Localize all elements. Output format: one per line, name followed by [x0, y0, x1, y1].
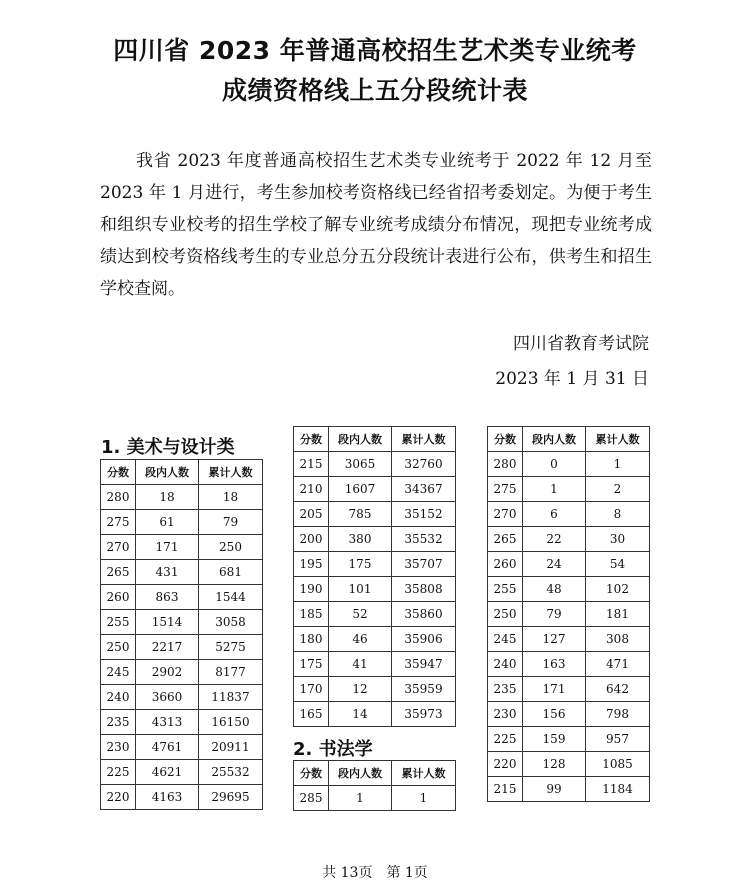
cell-segment-count: 14 [329, 702, 392, 727]
cell-score: 185 [294, 602, 329, 627]
header-segment-count: 段内人数 [136, 460, 199, 485]
cell-cumulative-count: 471 [586, 652, 650, 677]
cell-cumulative-count: 35532 [392, 527, 456, 552]
table-row [294, 502, 456, 527]
issue-date: 2023 年 1 月 31 日 [495, 369, 649, 389]
table-row [488, 702, 650, 727]
header-segment-count: 段内人数 [329, 761, 392, 786]
cell-cumulative-count: 35707 [392, 552, 456, 577]
table-row [101, 485, 263, 510]
cell-score: 235 [488, 677, 523, 702]
cell-cumulative-count: 35860 [392, 602, 456, 627]
header-segment-count: 段内人数 [329, 427, 392, 452]
cell-segment-count: 24 [523, 552, 586, 577]
table-row [294, 577, 456, 602]
cell-segment-count: 99 [523, 777, 586, 802]
cell-segment-count: 52 [329, 602, 392, 627]
cell-score: 235 [101, 710, 136, 735]
cell-segment-count: 12 [329, 677, 392, 702]
cell-cumulative-count: 250 [199, 535, 263, 560]
header-score: 分数 [101, 460, 136, 485]
table-row [294, 452, 456, 477]
header-score: 分数 [488, 427, 523, 452]
cell-score: 190 [294, 577, 329, 602]
table-row [101, 685, 263, 710]
cell-score: 195 [294, 552, 329, 577]
table-row [101, 710, 263, 735]
cell-cumulative-count: 798 [586, 702, 650, 727]
table-row [488, 627, 650, 652]
cell-segment-count: 2217 [136, 635, 199, 660]
cell-score: 180 [294, 627, 329, 652]
table-row [294, 786, 456, 811]
cell-score: 225 [488, 727, 523, 752]
table-row [101, 610, 263, 635]
cell-score: 230 [101, 735, 136, 760]
table-row [488, 502, 650, 527]
cell-cumulative-count: 32760 [392, 452, 456, 477]
cell-segment-count: 863 [136, 585, 199, 610]
cell-score: 170 [294, 677, 329, 702]
cell-cumulative-count: 11837 [199, 685, 263, 710]
table-row [101, 760, 263, 785]
cell-score: 200 [294, 527, 329, 552]
cell-segment-count: 61 [136, 510, 199, 535]
cell-cumulative-count: 957 [586, 727, 650, 752]
cell-segment-count: 0 [523, 452, 586, 477]
cell-score: 260 [488, 552, 523, 577]
table-row [294, 527, 456, 552]
cell-score: 220 [101, 785, 136, 810]
cell-score: 250 [101, 635, 136, 660]
cell-score: 255 [101, 610, 136, 635]
cell-cumulative-count: 35808 [392, 577, 456, 602]
cell-score: 280 [488, 452, 523, 477]
table-row [488, 727, 650, 752]
cell-segment-count: 1514 [136, 610, 199, 635]
score-table-art-design [100, 459, 263, 810]
cell-cumulative-count: 642 [586, 677, 650, 702]
cell-cumulative-count: 29695 [199, 785, 263, 810]
table-header-row [101, 460, 263, 485]
table-row [101, 735, 263, 760]
cell-cumulative-count: 1 [392, 786, 456, 811]
cell-cumulative-count: 20911 [199, 735, 263, 760]
cell-cumulative-count: 8 [586, 502, 650, 527]
page-footer: 共 13页 第 1页 [322, 865, 428, 881]
cell-segment-count: 6 [523, 502, 586, 527]
table-row [294, 477, 456, 502]
cell-segment-count: 128 [523, 752, 586, 777]
cell-segment-count: 171 [523, 677, 586, 702]
header-cumulative-count: 累计人数 [199, 460, 263, 485]
table-row [488, 577, 650, 602]
header-segment-count: 段内人数 [523, 427, 586, 452]
table-header-row [294, 427, 456, 452]
table-row [488, 477, 650, 502]
cell-score: 240 [101, 685, 136, 710]
cell-score: 265 [101, 560, 136, 585]
cell-segment-count: 1 [329, 786, 392, 811]
score-table-art-design-continued [293, 426, 456, 727]
cell-score: 175 [294, 652, 329, 677]
cell-segment-count: 46 [329, 627, 392, 652]
cell-cumulative-count: 1184 [586, 777, 650, 802]
cell-cumulative-count: 30 [586, 527, 650, 552]
cell-score: 260 [101, 585, 136, 610]
cell-score: 270 [488, 502, 523, 527]
cell-score: 280 [101, 485, 136, 510]
table-row [294, 602, 456, 627]
cell-segment-count: 163 [523, 652, 586, 677]
cell-score: 255 [488, 577, 523, 602]
table-row [294, 627, 456, 652]
cell-score: 210 [294, 477, 329, 502]
cell-cumulative-count: 35973 [392, 702, 456, 727]
cell-score: 215 [488, 777, 523, 802]
cell-score: 270 [101, 535, 136, 560]
cell-score: 265 [488, 527, 523, 552]
table-header-row [488, 427, 650, 452]
table-row [294, 677, 456, 702]
cell-cumulative-count: 35152 [392, 502, 456, 527]
cell-segment-count: 156 [523, 702, 586, 727]
cell-segment-count: 41 [329, 652, 392, 677]
cell-segment-count: 101 [329, 577, 392, 602]
cell-segment-count: 4163 [136, 785, 199, 810]
header-cumulative-count: 累计人数 [392, 427, 456, 452]
table-header-row [294, 761, 456, 786]
table-row [101, 585, 263, 610]
table-row [488, 777, 650, 802]
cell-segment-count: 380 [329, 527, 392, 552]
cell-score: 165 [294, 702, 329, 727]
document-title-line1: 四川省 2023 年普通高校招生艺术类专业统考 [113, 36, 637, 65]
cell-score: 220 [488, 752, 523, 777]
cell-cumulative-count: 35959 [392, 677, 456, 702]
table-row [101, 510, 263, 535]
cell-segment-count: 3660 [136, 685, 199, 710]
cell-segment-count: 1607 [329, 477, 392, 502]
cell-cumulative-count: 102 [586, 577, 650, 602]
table-row [294, 702, 456, 727]
cell-cumulative-count: 681 [199, 560, 263, 585]
cell-segment-count: 2902 [136, 660, 199, 685]
table-row [488, 752, 650, 777]
cell-cumulative-count: 79 [199, 510, 263, 535]
cell-segment-count: 3065 [329, 452, 392, 477]
section-title-art-design: 1. 美术与设计类 [101, 437, 235, 458]
table-row [101, 535, 263, 560]
intro-paragraph: 我省 2023 年度普通高校招生艺术类专业统考于 2022 年 12 月至 2023 年 1 月进行，考生参加校考资格线已经省招考委划定。为便于考生和组织专业校考的招生学校了解专业统考成绩分布情况，现把专业统考成绩达到校考资格线考生的专业总分五分段统计表进行公布，供考生和招生学校查阅。 [100, 151, 652, 299]
cell-cumulative-count: 34367 [392, 477, 456, 502]
table-row [488, 552, 650, 577]
cell-segment-count: 4313 [136, 710, 199, 735]
cell-score: 225 [101, 760, 136, 785]
header-cumulative-count: 累计人数 [586, 427, 650, 452]
cell-cumulative-count: 5275 [199, 635, 263, 660]
table-row [101, 660, 263, 685]
cell-segment-count: 159 [523, 727, 586, 752]
cell-score: 215 [294, 452, 329, 477]
cell-score: 245 [101, 660, 136, 685]
table-row [488, 677, 650, 702]
cell-cumulative-count: 8177 [199, 660, 263, 685]
cell-segment-count: 4761 [136, 735, 199, 760]
cell-segment-count: 127 [523, 627, 586, 652]
table-row [294, 552, 456, 577]
cell-cumulative-count: 1 [586, 452, 650, 477]
cell-segment-count: 18 [136, 485, 199, 510]
cell-score: 275 [101, 510, 136, 535]
document-title-line2: 成绩资格线上五分段统计表 [221, 76, 528, 105]
cell-cumulative-count: 1544 [199, 585, 263, 610]
header-score: 分数 [294, 761, 329, 786]
table-row [101, 635, 263, 660]
cell-cumulative-count: 18 [199, 485, 263, 510]
cell-segment-count: 48 [523, 577, 586, 602]
table-row [294, 652, 456, 677]
cell-segment-count: 175 [329, 552, 392, 577]
cell-cumulative-count: 25532 [199, 760, 263, 785]
cell-segment-count: 4621 [136, 760, 199, 785]
cell-cumulative-count: 3058 [199, 610, 263, 635]
cell-score: 205 [294, 502, 329, 527]
cell-segment-count: 1 [523, 477, 586, 502]
cell-cumulative-count: 181 [586, 602, 650, 627]
cell-cumulative-count: 35947 [392, 652, 456, 677]
cell-segment-count: 431 [136, 560, 199, 585]
table-row [488, 652, 650, 677]
cell-segment-count: 171 [136, 535, 199, 560]
header-cumulative-count: 累计人数 [392, 761, 456, 786]
cell-cumulative-count: 16150 [199, 710, 263, 735]
cell-score: 275 [488, 477, 523, 502]
table-row [488, 452, 650, 477]
cell-cumulative-count: 2 [586, 477, 650, 502]
score-table-calligraphy [293, 760, 456, 811]
cell-cumulative-count: 35906 [392, 627, 456, 652]
cell-cumulative-count: 1085 [586, 752, 650, 777]
score-table-calligraphy-continued [487, 426, 650, 802]
cell-segment-count: 785 [329, 502, 392, 527]
cell-score: 250 [488, 602, 523, 627]
issuer-name: 四川省教育考试院 [513, 334, 649, 354]
table-row [488, 602, 650, 627]
cell-score: 230 [488, 702, 523, 727]
cell-score: 240 [488, 652, 523, 677]
cell-score: 285 [294, 786, 329, 811]
table-row [488, 527, 650, 552]
cell-score: 245 [488, 627, 523, 652]
cell-segment-count: 79 [523, 602, 586, 627]
cell-segment-count: 22 [523, 527, 586, 552]
table-row [101, 785, 263, 810]
header-score: 分数 [294, 427, 329, 452]
section-title-calligraphy: 2. 书法学 [293, 739, 373, 760]
cell-cumulative-count: 308 [586, 627, 650, 652]
cell-cumulative-count: 54 [586, 552, 650, 577]
table-row [101, 560, 263, 585]
